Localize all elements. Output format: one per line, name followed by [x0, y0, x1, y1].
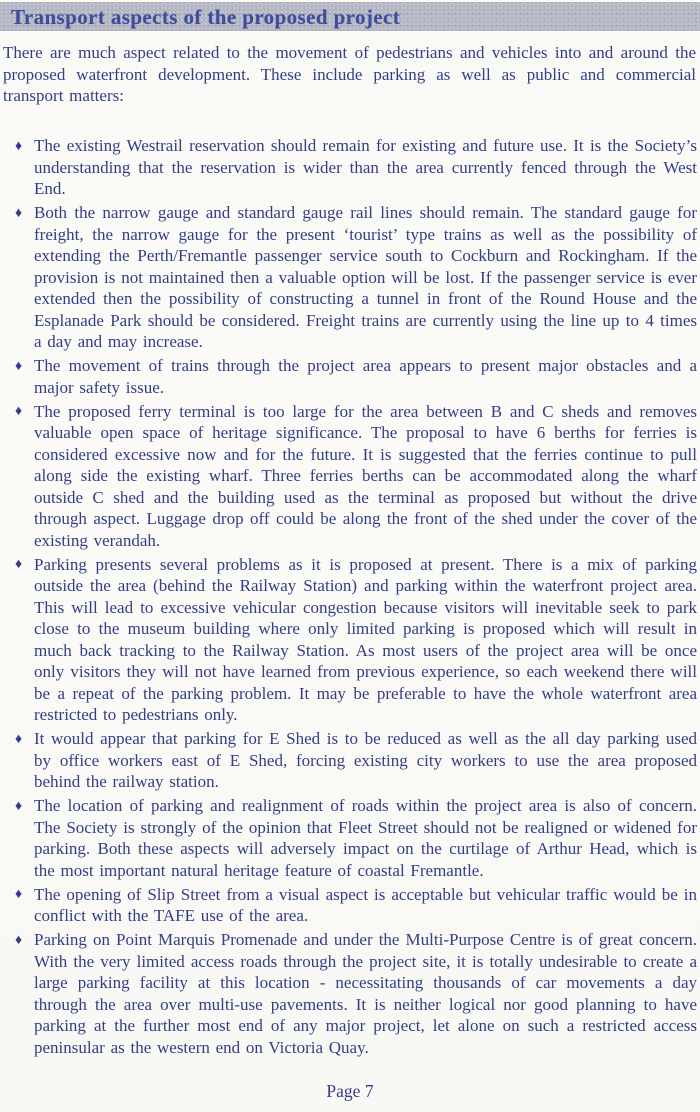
- page-number: Page 7: [326, 1081, 374, 1101]
- bullet-text: Parking presents several problems as it is proposed at present. There is a mix of parking outside the area (behind the Railway Station) and parking within the waterfront project area. This will lead to excessive vehicular congestion because visitors will inevitable seek to park close to the museum building where only limited parking is proposed which will result in much back tracking to the Railway Station. As most users of the project area will be once only visitors they will not have learned from previous experience, so each weekend there will be a repeat of the parking problem. It may be preferable to have the whole waterfront area restricted to pedestrians only.: [34, 554, 697, 724]
- bullet-item: [0, 135, 697, 200]
- diamond-bullet-icon: ♦: [15, 205, 23, 221]
- bullet-text: The proposed ferry terminal is too large for the area between B and C sheds and removes valuable open space of heritage significance. The proposal to have 6 berths for ferries is considered excessive now and for the future. It is suggested that the ferries continue to pull along side the existing wharf. Three ferries berths can be accommodated along the wharf outside C shed and the building used as the terminal as proposed but without the drive through aspect. Luggage drop off could be along the front of the shed under the cover of the existing verandah.: [34, 401, 697, 550]
- bullet-text: The opening of Slip Street from a visual aspect is acceptable but vehicular traffic would be in conflict with the TAFE use of the area.: [34, 884, 697, 925]
- page-title: Transport aspects of the proposed project: [11, 5, 401, 29]
- diamond-bullet-icon: ♦: [15, 731, 23, 747]
- bullet-item: [0, 554, 697, 726]
- diamond-bullet-icon: ♦: [15, 404, 23, 419]
- bullet-item: [0, 202, 697, 353]
- bullet-text: Parking on Point Marquis Promenade and under the Multi-Purpose Centre is of great concern. With the very limited access roads through the project site, it is totally undesirable to create a large parking facility at this location - necessitating thousands of car movements a day through the area over multi-use pavements. It is neither logical nor good planning to have parking at the further most end of any major project, let alone on such a restricted access peninsular as the western end on Victoria Quay.: [34, 930, 697, 1057]
- section-header-band: [0, 2, 700, 31]
- bullet-text: Both the narrow gauge and standard gauge rail lines should remain. The standard gauge for freight, the narrow gauge for the present ‘tourist’ type trains as well as the possibility of extending the Perth/Fremantle passenger service south to Cockburn and Rockingham. If the provision is not maintained then a valuable option will be lost. If the passenger service is ever extended then the possibility of constructing a tunnel in front of the Round House and the Esplanade Park should be considered. Freight trains are currently using the line up to 4 times a day and may increase.: [34, 203, 697, 351]
- intro-paragraph: There are much aspect related to the movement of pedestrians and vehicles into and around the proposed waterfront development. These include parking as well as public and commercial transport matters:: [3, 43, 696, 105]
- bullet-item: [0, 884, 697, 927]
- bullet-text: The movement of trains through the project area appears to present major obstacles and a major safety issue.: [34, 356, 697, 397]
- diamond-bullet-icon: ♦: [15, 798, 23, 814]
- bullet-item: [0, 929, 697, 1058]
- bullet-item: [0, 795, 697, 881]
- bullet-item: [0, 355, 697, 398]
- diamond-bullet-icon: ♦: [15, 358, 23, 374]
- page-footer: [0, 1081, 700, 1102]
- diamond-bullet-icon: ♦: [15, 887, 23, 902]
- diamond-bullet-icon: ♦: [15, 932, 23, 948]
- diamond-bullet-icon: ♦: [15, 557, 23, 572]
- bullet-list: [0, 135, 697, 1061]
- bullet-item: [0, 728, 697, 793]
- bullet-text: The existing Westrail reservation should remain for existing and future use. It is the Society’s understanding that the reservation is wider than the area currently fenced through the West End.: [34, 136, 697, 198]
- bullet-item: [0, 401, 697, 552]
- bullet-text: It would appear that parking for E Shed is to be reduced as well as the all day parking used by office workers east of E Shed, forcing existing city workers to use the area proposed behind the railway station.: [34, 729, 697, 791]
- bullet-text: The location of parking and realignment of roads within the project area is also of concern. The Society is strongly of the opinion that Fleet Street should not be realigned or widened for parking. Both these aspects will adversely impact on the curtilage of Arthur Head, which is the most important natural heritage feature of coastal Fremantle.: [34, 796, 697, 880]
- diamond-bullet-icon: ♦: [15, 138, 23, 154]
